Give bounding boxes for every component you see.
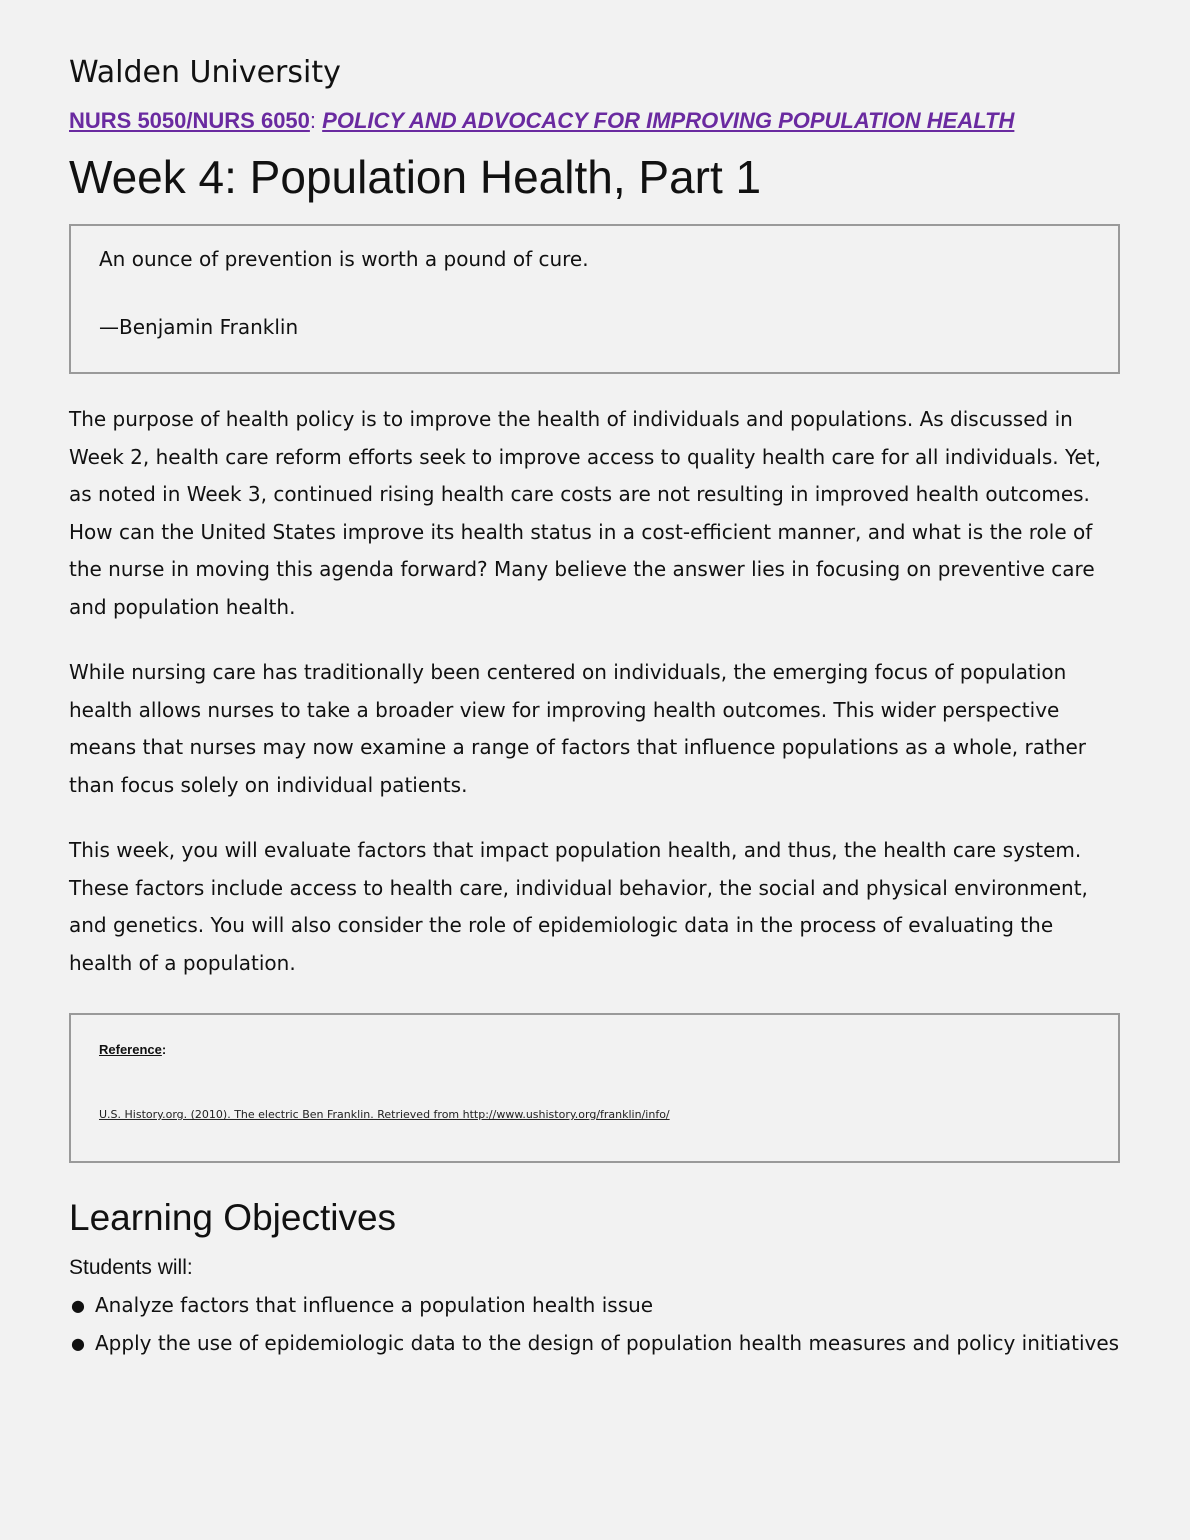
- course-separator: :: [309, 108, 317, 133]
- body-paragraph-2: While nursing care has traditionally been centered on individuals, the emerging focus of population health allows nurses to take a broader view for improving health outcomes. This wider perspective means that nurses may now examine a range of factors that influence populations as a whole, rather than focus solely on individual patients.: [69, 660, 1086, 797]
- bullet-icon: ●: [71, 1296, 85, 1315]
- quote-box: [69, 224, 1120, 374]
- reference-citation[interactable]: U.S. History.org. (2010). The electric Ben Franklin. Retrieved from http://www.ushistory.org/franklin/info/: [99, 1108, 670, 1121]
- reference-label-suffix: :: [161, 1042, 167, 1057]
- quote-text: An ounce of prevention is worth a pound of cure.: [99, 247, 589, 271]
- objectives-intro: Students will:: [69, 1256, 193, 1279]
- document-page: [69, 52, 1121, 1362]
- reference-label: Reference: [99, 1042, 162, 1057]
- course-title-link[interactable]: POLICY AND ADVOCACY FOR IMPROVING POPULATION HEALTH: [322, 108, 1015, 133]
- body-paragraph-3: This week, you will evaluate factors that impact population health, and thus, the health care system. These factors include access to health care, individual behavior, the social and physical environment, and genetics. You will also consider the role of epidemiologic data in the process of evaluating the health of a population.: [69, 838, 1088, 975]
- bullet-icon: ●: [71, 1333, 85, 1353]
- course-line: [69, 106, 1121, 136]
- reference-box: [69, 1013, 1120, 1163]
- objective-text: Apply the use of epidemiologic data to the design of population health measures and policy initiatives: [95, 1330, 1120, 1355]
- reference-heading: [99, 1040, 1090, 1060]
- objective-text: Analyze factors that influence a population health issue: [95, 1293, 654, 1317]
- body-paragraph-1: The purpose of health policy is to improve the health of individuals and populations. As discussed in Week 2, health care reform efforts seek to improve access to quality health care for all individuals. Yet, as noted in Week 3, continued rising health care costs are not resulting in improved health outcomes. How can the United States improve its health status in a cost-efficient manner, and what is the role of the nurse in moving this agenda forward? Many believe the answer lies in focusing on preventive care and population health.: [69, 407, 1102, 619]
- list-item: [69, 1325, 1121, 1363]
- university-name: Walden University: [69, 55, 341, 90]
- week-title: Week 4: Population Health, Part 1: [69, 151, 762, 203]
- quote-author: —Benjamin Franklin: [99, 315, 299, 339]
- learning-objectives-heading: Learning Objectives: [69, 1197, 397, 1238]
- objectives-list: [69, 1287, 1121, 1362]
- list-item: [69, 1287, 1121, 1325]
- course-code-link[interactable]: NURS 5050/NURS 6050: [69, 108, 310, 133]
